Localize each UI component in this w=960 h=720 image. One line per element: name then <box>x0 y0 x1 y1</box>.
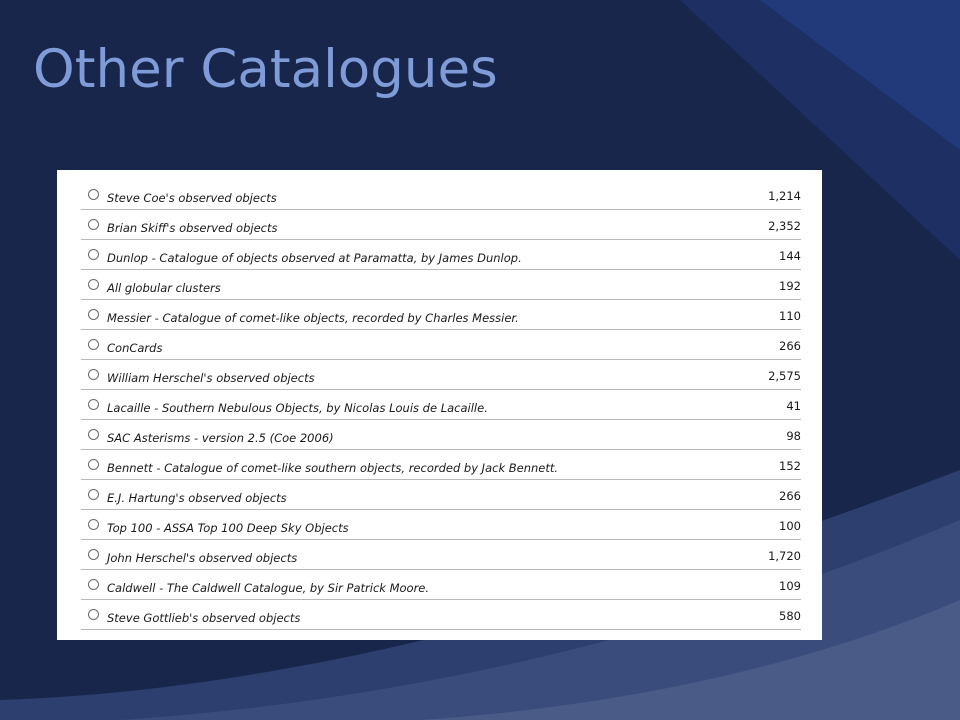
catalogue-count: 2,352 <box>768 219 801 233</box>
catalogue-radio[interactable] <box>88 459 99 470</box>
catalogue-label: Steve Coe's observed objects <box>107 191 277 205</box>
catalogue-radio[interactable] <box>88 549 99 560</box>
catalogue-radio[interactable] <box>88 579 99 590</box>
catalogue-count: 2,575 <box>768 369 801 383</box>
catalogue-radio[interactable] <box>88 219 99 230</box>
catalogue-radio[interactable] <box>88 489 99 500</box>
catalogue-radio[interactable] <box>88 399 99 410</box>
catalogue-row[interactable] <box>81 210 801 240</box>
catalogue-count: 580 <box>779 609 801 623</box>
catalogue-radio[interactable] <box>88 429 99 440</box>
catalogue-row[interactable] <box>81 390 801 420</box>
catalogue-label: Dunlop - Catalogue of objects observed at Paramatta, by James Dunlop. <box>107 251 522 265</box>
catalogue-label: ConCards <box>107 341 163 355</box>
catalogue-row[interactable] <box>81 240 801 270</box>
catalogue-label: Top 100 - ASSA Top 100 Deep Sky Objects <box>107 521 349 535</box>
catalogue-radio[interactable] <box>88 189 99 200</box>
catalogue-row[interactable] <box>81 360 801 390</box>
catalogue-count: 100 <box>779 519 801 533</box>
catalogue-panel <box>57 170 822 640</box>
catalogue-count: 266 <box>779 339 801 353</box>
catalogue-count: 110 <box>779 309 801 323</box>
catalogue-count: 109 <box>779 579 801 593</box>
catalogue-radio[interactable] <box>88 369 99 380</box>
catalogue-count: 152 <box>779 459 801 473</box>
catalogue-row[interactable] <box>81 570 801 600</box>
catalogue-count: 192 <box>779 279 801 293</box>
catalogue-count: 41 <box>786 399 801 413</box>
catalogue-label: Lacaille - Southern Nebulous Objects, by Nicolas Louis de Lacaille. <box>107 401 488 415</box>
catalogue-row[interactable] <box>81 480 801 510</box>
catalogue-list <box>81 180 801 630</box>
catalogue-count: 144 <box>779 249 801 263</box>
catalogue-label: All globular clusters <box>107 281 221 295</box>
catalogue-row[interactable] <box>81 300 801 330</box>
catalogue-count: 1,214 <box>768 189 801 203</box>
catalogue-radio[interactable] <box>88 309 99 320</box>
catalogue-label: Steve Gottlieb's observed objects <box>107 611 301 625</box>
catalogue-row[interactable] <box>81 540 801 570</box>
catalogue-label: Caldwell - The Caldwell Catalogue, by Sir Patrick Moore. <box>107 581 430 595</box>
catalogue-row[interactable] <box>81 510 801 540</box>
catalogue-label: E.J. Hartung's observed objects <box>107 491 287 505</box>
catalogue-label: John Herschel's observed objects <box>107 551 298 565</box>
catalogue-count: 98 <box>786 429 801 443</box>
catalogue-count: 266 <box>779 489 801 503</box>
catalogue-radio[interactable] <box>88 249 99 260</box>
catalogue-label: Bennett - Catalogue of comet-like southern objects, recorded by Jack Bennett. <box>107 461 559 475</box>
catalogue-label: William Herschel's observed objects <box>107 371 315 385</box>
catalogue-row[interactable] <box>81 180 801 210</box>
catalogue-radio[interactable] <box>88 519 99 530</box>
catalogue-row[interactable] <box>81 600 801 630</box>
catalogue-row[interactable] <box>81 330 801 360</box>
catalogue-radio[interactable] <box>88 609 99 620</box>
catalogue-label: Brian Skiff's observed objects <box>107 221 278 235</box>
catalogue-row[interactable] <box>81 420 801 450</box>
slide-title: Other Catalogues <box>33 39 498 100</box>
catalogue-count: 1,720 <box>768 549 801 563</box>
catalogue-row[interactable] <box>81 270 801 300</box>
catalogue-row[interactable] <box>81 450 801 480</box>
catalogue-label: Messier - Catalogue of comet-like objects, recorded by Charles Messier. <box>107 311 519 325</box>
catalogue-radio[interactable] <box>88 279 99 290</box>
catalogue-radio[interactable] <box>88 339 99 350</box>
catalogue-label: SAC Asterisms - version 2.5 (Coe 2006) <box>107 431 334 445</box>
